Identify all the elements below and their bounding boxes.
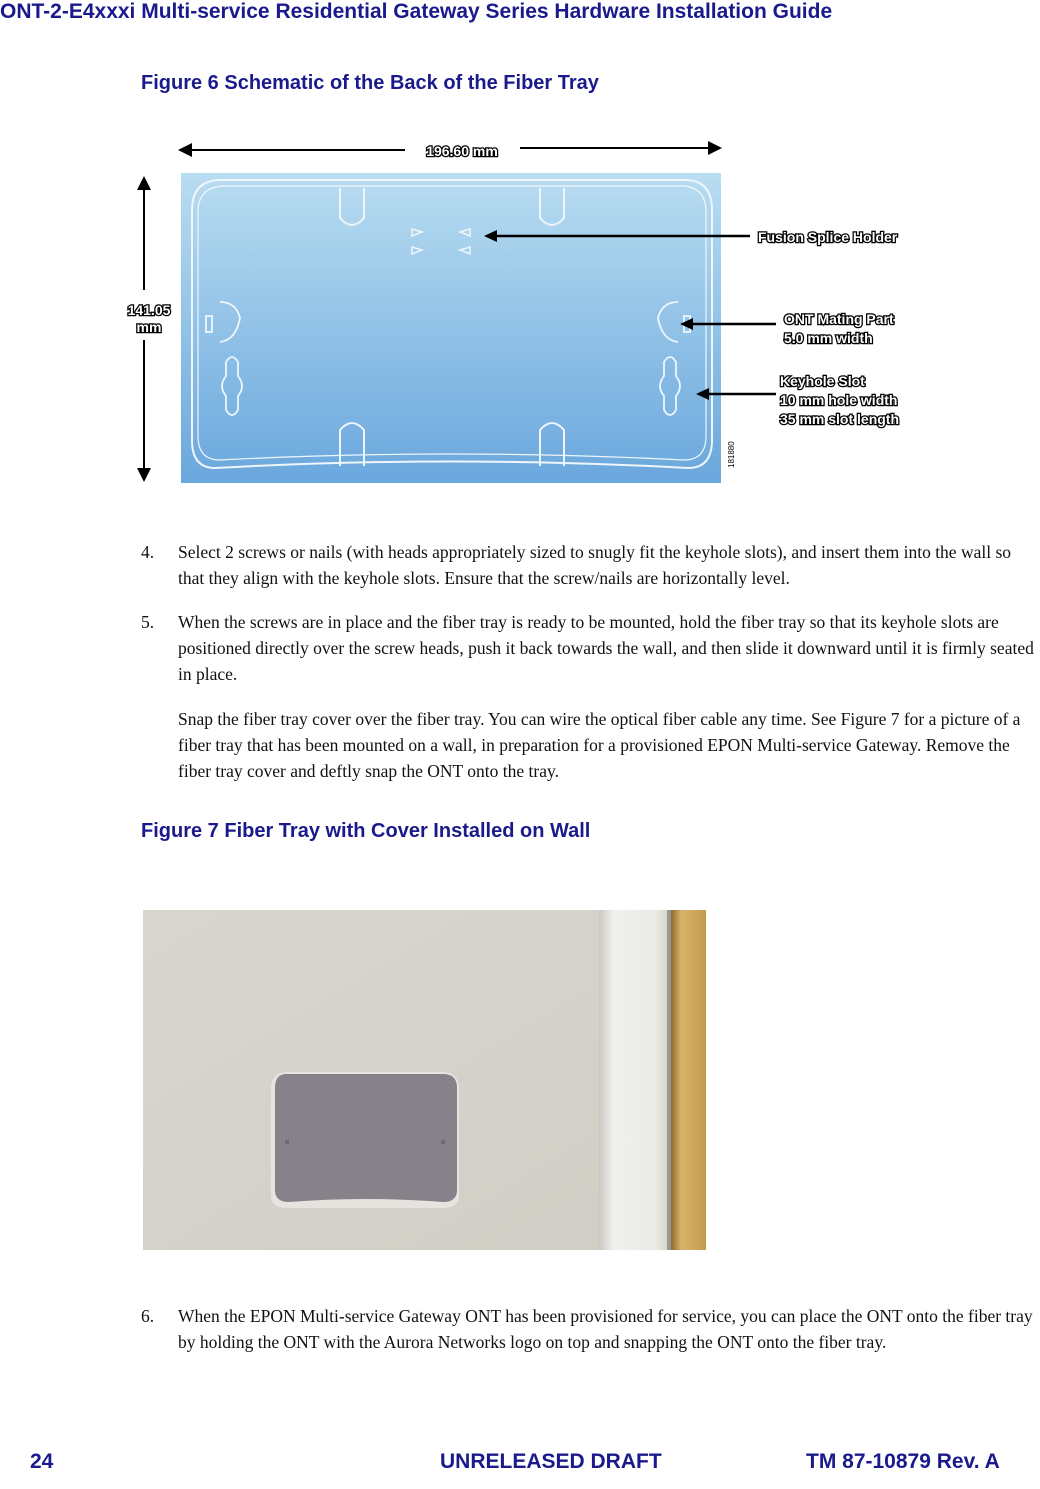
fusion-splice-holder-label: Fusion Splice Holder — [758, 229, 898, 245]
document-id: TM 87-10879 Rev. A — [806, 1450, 1000, 1473]
fiber-tray-schematic — [0, 130, 1040, 500]
step-6-number: 6. — [141, 1306, 155, 1326]
door-trim — [599, 910, 669, 1250]
step-6-text: When the EPON Multi-service Gateway ONT has been provisioned for service, you can place the ONT onto the fiber tray by holding the ONT with the Aurora Networks logo on top and snapping the ONT onto the fiber tray. — [178, 1306, 1033, 1352]
door-frame-wood — [671, 910, 706, 1250]
width-label: 196.60 mm — [426, 143, 498, 159]
schematic-image-id: 181880 — [727, 441, 736, 468]
running-header: ONT-2-E4xxxi Multi-service Residential Gateway Series Hardware Installation Guide — [0, 0, 833, 23]
step-4-number: 4. — [141, 542, 155, 562]
figure-7-caption: Figure 7 Fiber Tray with Cover Installed on Wall — [141, 820, 591, 842]
ont-mating-part-label: ONT Mating Part — [784, 311, 894, 327]
height-label-line2: mm — [136, 319, 162, 335]
step-5-text: When the screws are in place and the fiber tray is ready to be mounted, hold the fiber tray so that its keyhole slots are positioned directly over the screw heads, push it back towards the wall, and then slide it downward until it is firmly seated in place. — [178, 612, 1034, 684]
draft-status: UNRELEASED DRAFT — [440, 1450, 662, 1473]
fiber-tray-wall-photo — [143, 910, 706, 1250]
keyhole-hole-width-label: 10 mm hole width — [780, 392, 898, 408]
width-dimension — [178, 141, 722, 159]
fiber-tray-back — [181, 173, 721, 483]
ont-mating-width-label: 5.0 mm width — [784, 330, 873, 346]
cover-screw-left — [285, 1140, 289, 1144]
step-5-number: 5. — [141, 612, 155, 632]
figure-6-caption: Figure 6 Schematic of the Back of the Fiber Tray — [141, 72, 599, 94]
fiber-tray-cover — [275, 1074, 457, 1202]
page-number: 24 — [30, 1450, 54, 1473]
step-4-text: Select 2 screws or nails (with heads appropriately sized to snugly fit the keyhole slots), and insert them into the wall so that they align with the keyhole slots. Ensure that the screw/nails are horizontally level. — [178, 542, 1012, 588]
keyhole-slot-length-label: 35 mm slot length — [780, 411, 900, 427]
step-5-note: Snap the fiber tray cover over the fiber tray. You can wire the optical fiber cable any time. See Figure 7 for a picture of a fiber tray that has been mounted on a wall, in preparation for a provisioned EPON Multi-service Gateway. Remove the fiber tray cover and deftly snap the ONT onto the tray. — [178, 709, 1021, 781]
height-dimension — [128, 176, 171, 482]
keyhole-slot-label: Keyhole Slot — [780, 373, 865, 389]
height-label-line1: 141.05 — [127, 302, 171, 318]
cover-screw-right — [441, 1140, 445, 1144]
